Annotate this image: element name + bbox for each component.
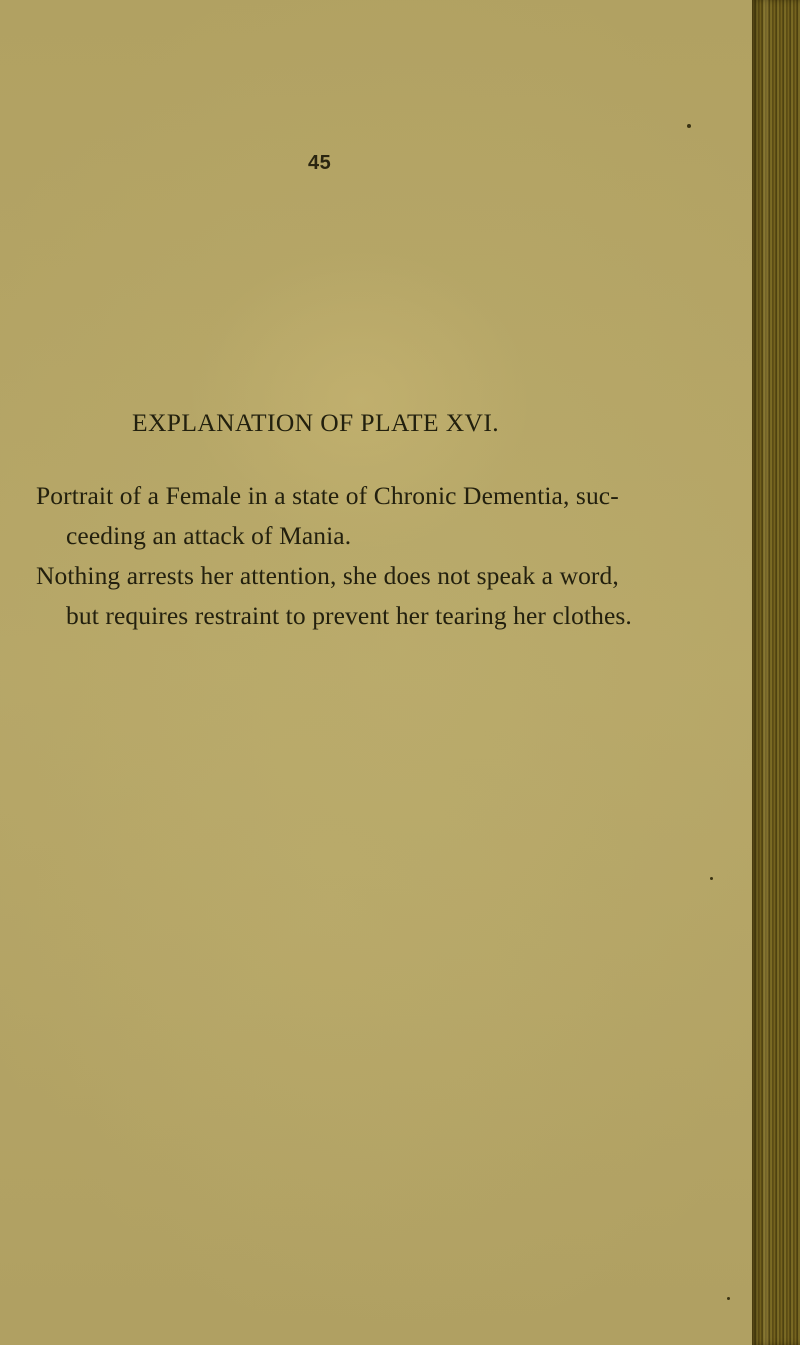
ink-speck (687, 124, 691, 128)
body-line-4: but requires restraint to prevent her tearing her clothes. (66, 601, 632, 630)
ink-speck (710, 877, 713, 880)
page-edge-highlight (762, 0, 770, 1345)
body-line-3: Nothing arrests her attention, she does not speak a word, (36, 561, 619, 590)
ink-speck (727, 1297, 730, 1300)
book-page-edge (752, 0, 800, 1345)
plate-title: EXPLANATION OF PLATE XVI. (132, 408, 499, 437)
body-line-1: Portrait of a Female in a state of Chronic Dementia, suc- (36, 481, 619, 510)
body-line-2: ceeding an attack of Mania. (66, 521, 352, 550)
page-number: 45 (308, 152, 332, 174)
